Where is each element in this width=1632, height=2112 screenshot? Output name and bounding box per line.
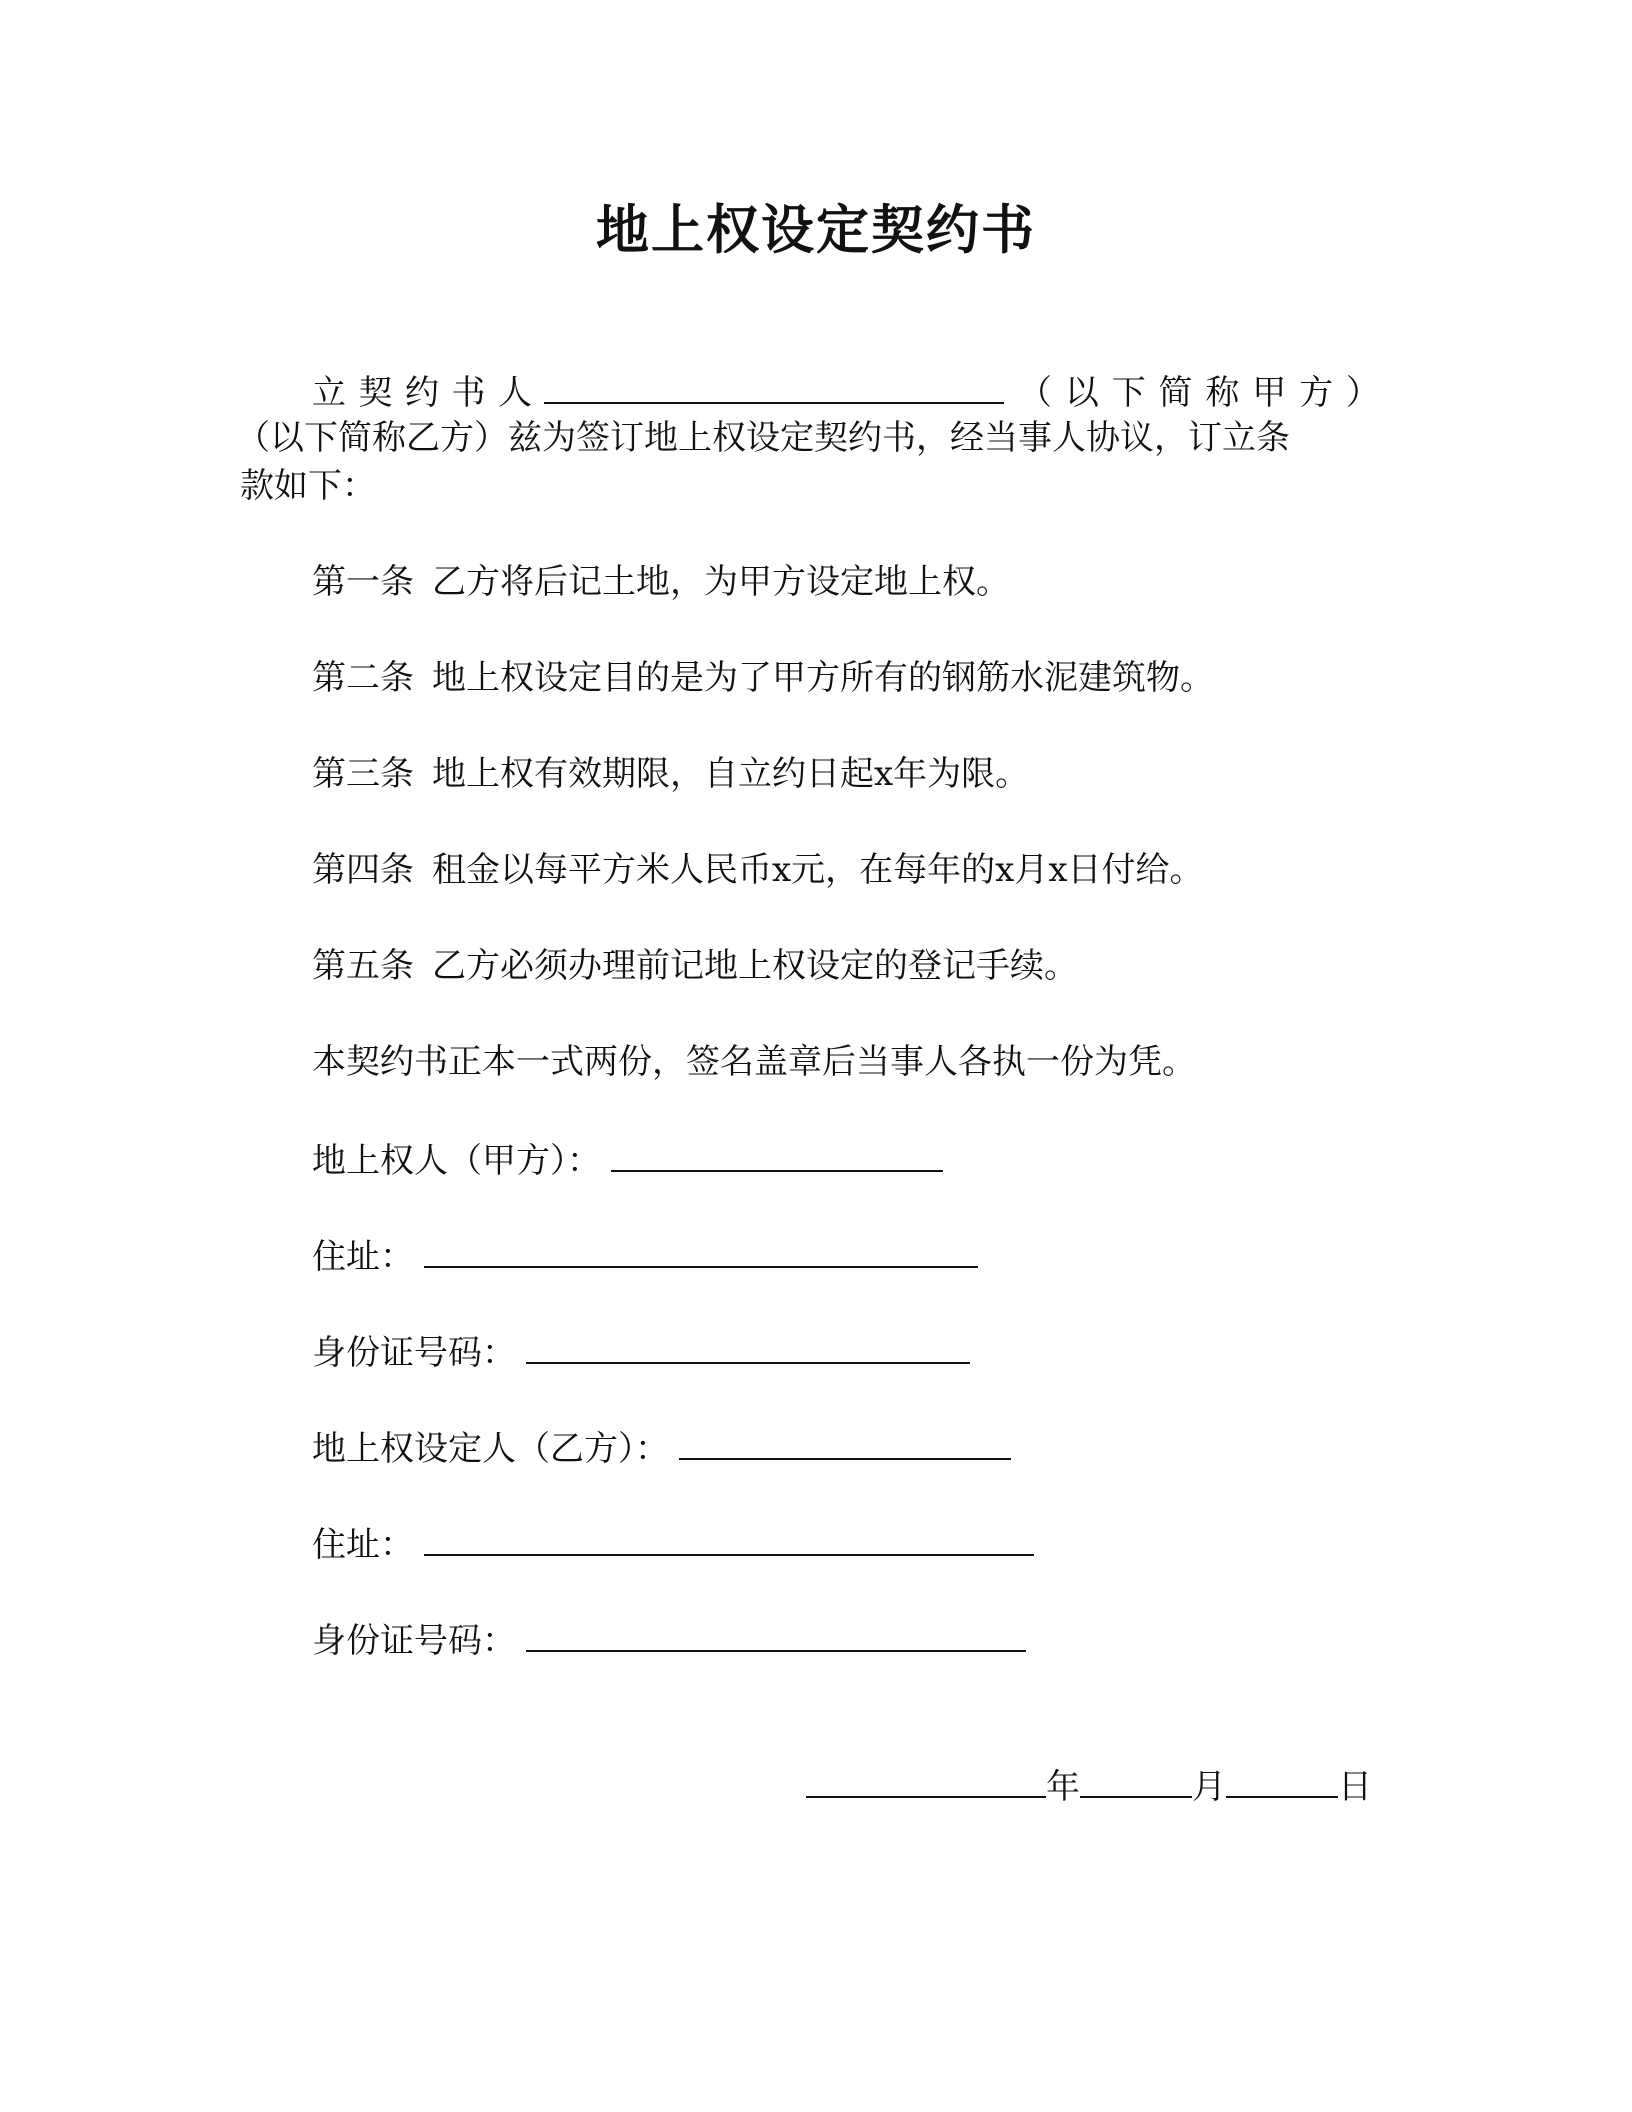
day-blank[interactable] (1226, 1760, 1338, 1798)
article-text: 乙方将后记土地，为甲方设定地上权。 (432, 562, 1010, 602)
date-row (806, 1760, 1372, 1811)
article-number: 第五条 (312, 946, 414, 986)
party-a-id-blank[interactable] (526, 1326, 970, 1364)
intro-party-a-note: （ 以 下 简 称 甲 方 ） (1018, 373, 1380, 413)
article-number: 第四条 (312, 850, 414, 890)
year-blank[interactable] (806, 1760, 1046, 1798)
article-3 (312, 750, 1029, 798)
party-a-address-blank[interactable] (424, 1230, 978, 1268)
article-5 (312, 942, 1078, 990)
article-2 (312, 654, 1214, 702)
party-a-label: 地上权人（甲方）： (312, 1141, 601, 1181)
article-number: 第二条 (312, 658, 414, 698)
party-b-address-label: 住址： (312, 1525, 414, 1565)
party-b-id-row (312, 1614, 1026, 1665)
party-a-address-label: 住址： (312, 1237, 414, 1277)
party-b-id-label: 身份证号码： (312, 1621, 516, 1661)
article-4 (312, 846, 1204, 894)
party-a-address-row (312, 1230, 978, 1281)
party-b-id-blank[interactable] (526, 1614, 1026, 1652)
day-label: 日 (1338, 1767, 1372, 1807)
party-b-signature-row (312, 1422, 1011, 1473)
month-label: 月 (1192, 1767, 1226, 1807)
month-blank[interactable] (1080, 1760, 1192, 1798)
party-b-address-blank[interactable] (424, 1518, 1034, 1556)
article-text: 租金以每平方米人民币x元，在每年的x月x日付给。 (432, 850, 1204, 890)
party-b-signature-blank[interactable] (679, 1422, 1011, 1460)
party-a-id-label: 身份证号码： (312, 1333, 516, 1373)
party-a-signature-blank[interactable] (611, 1134, 943, 1172)
party-b-label: 地上权设定人（乙方）： (312, 1429, 669, 1469)
article-text: 乙方必须办理前记地上权设定的登记手续。 (432, 946, 1078, 986)
article-number: 第三条 (312, 754, 414, 794)
party-a-id-row (312, 1326, 970, 1377)
party-a-signature-row (312, 1134, 943, 1185)
article-text: 地上权有效期限，自立约日起x年为限。 (432, 754, 1030, 794)
party-b-address-row (312, 1518, 1034, 1569)
intro-line-2: （以下简称乙方）兹为签订地上权设定契约书，经当事人协议，订立条 (236, 418, 1290, 458)
intro-lead: 立 契 约 书 人 (312, 373, 532, 413)
year-label: 年 (1046, 1767, 1080, 1807)
intro-line-1 (312, 366, 1380, 417)
party-a-name-blank[interactable] (544, 366, 1004, 404)
article-text: 地上权设定目的是为了甲方所有的钢筋水泥建筑物。 (432, 658, 1214, 698)
article-number: 第一条 (312, 562, 414, 602)
document-title: 地上权设定契约书 (596, 200, 1036, 261)
article-1 (312, 558, 1010, 606)
intro-line-3: 款如下： (240, 466, 376, 506)
closing-statement: 本契约书正本一式两份，签名盖章后当事人各执一份为凭。 (312, 1042, 1196, 1082)
